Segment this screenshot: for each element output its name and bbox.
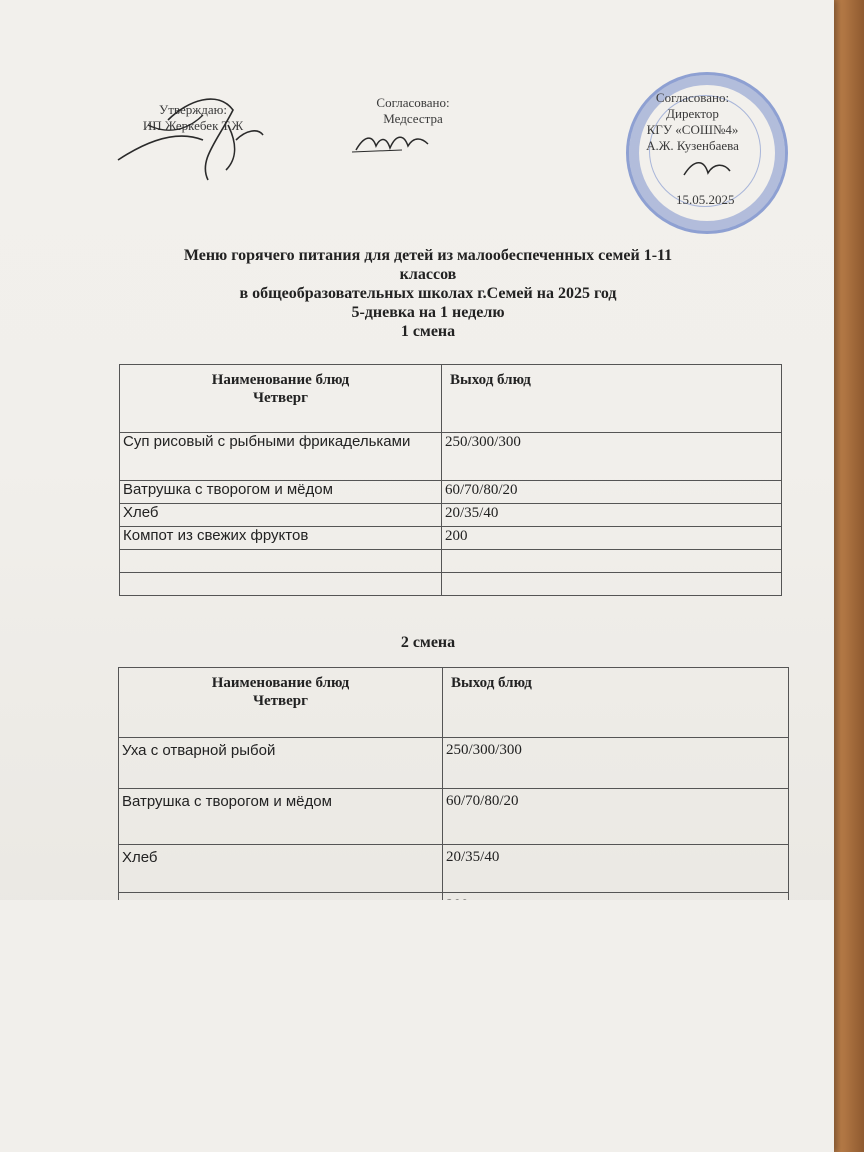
title-line-3: в общеобразовательных школах г.Семей на 2025 год [239, 285, 617, 302]
dish-output-cell: 60/70/80/20 [442, 481, 782, 504]
header-output: Выход блюд [443, 668, 789, 738]
blank-lower-page [0, 900, 834, 1152]
approval-right-name: А.Ж. Кузенбаева [646, 138, 739, 153]
approval-left-label: Утверждаю: [159, 102, 227, 117]
approval-right [625, 90, 760, 154]
table-row [120, 504, 782, 527]
title-line-4: 5-дневка на 1 неделю [351, 304, 505, 321]
approval-date: 15.05.2025 [676, 192, 735, 207]
approval-middle-role: Медсестра [383, 111, 443, 126]
menu-table-shift-1 [119, 364, 782, 596]
dish-output-cell: 250/300/300 [442, 433, 782, 481]
dish-name-cell: Ватрушка с творогом и мёдом [120, 481, 442, 504]
dish-output-cell: 250/300/300 [443, 738, 789, 789]
table-row [120, 481, 782, 504]
header-day-label: Четверг [253, 390, 308, 406]
table-row [120, 550, 782, 573]
signature-left-icon [108, 80, 268, 190]
dish-output-cell [442, 573, 782, 596]
dish-name-cell: Уха с отварной рыбой [119, 738, 443, 789]
title-line-1: Меню горячего питания для детей из малообеспеченных семей 1-11 [183, 247, 673, 264]
header-output: Выход блюд [442, 365, 782, 433]
table-header-row [120, 365, 782, 433]
dish-output-cell: 60/70/80/20 [443, 789, 789, 845]
dish-name-cell [120, 573, 442, 596]
dish-output-cell [442, 550, 782, 573]
dish-name-cell: Хлеб [119, 845, 443, 893]
menu-table-shift-2 [118, 667, 789, 915]
approval-left-name: ИП Жеркебек Т.Ж [142, 118, 244, 133]
dish-name-cell: Суп рисовый с рыбными фрикадельками [120, 433, 442, 481]
dish-output-cell: 20/35/40 [443, 845, 789, 893]
dish-name-cell: Компот из свежих фруктов [120, 527, 442, 550]
header-dish-name [119, 668, 443, 738]
approval-right-label: Согласовано: [655, 90, 730, 105]
approval-right-org: КГУ «СОШ№4» [646, 122, 739, 137]
approval-right-role: Директор [666, 106, 719, 121]
shift-2-label: 2 смена [400, 634, 456, 651]
dish-name-cell: Ватрушка с творогом и мёдом [119, 789, 443, 845]
approval-block [0, 0, 834, 230]
header-dish-name [120, 365, 442, 433]
approval-middle [358, 95, 468, 127]
signature-right-icon [680, 155, 750, 185]
table-header-row [119, 668, 789, 738]
header-name-label: Наименование блюд [211, 372, 350, 388]
header-day-label: Четверг [253, 693, 308, 709]
table-row [119, 789, 789, 845]
dish-output-cell: 20/35/40 [442, 504, 782, 527]
approval-middle-label: Согласовано: [376, 95, 450, 110]
dish-name-cell [120, 550, 442, 573]
dish-name-cell: Хлеб [120, 504, 442, 527]
header-name-label: Наименование блюд [211, 675, 350, 691]
table-row [120, 573, 782, 596]
title-line-2: классов [399, 266, 457, 283]
document-title [118, 246, 738, 341]
signature-middle-icon [352, 128, 442, 158]
table-row [119, 738, 789, 789]
table-row [120, 433, 782, 481]
table-row [120, 527, 782, 550]
shift-1-label: 1 смена [400, 323, 456, 340]
table-row [119, 845, 789, 893]
dish-output-cell: 200 [442, 527, 782, 550]
